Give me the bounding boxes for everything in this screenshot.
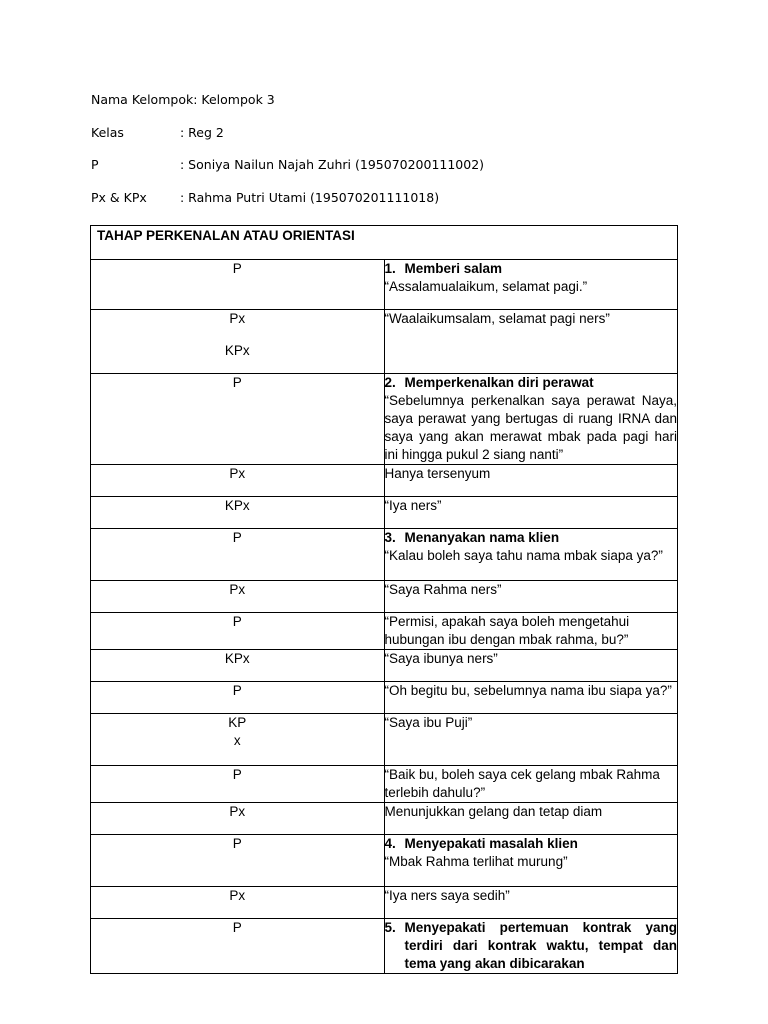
patient-label: Px & KPx: [91, 189, 147, 205]
step-title-text: Memberi salam: [404, 261, 503, 276]
table-row: [91, 465, 678, 497]
table-row: [91, 887, 678, 919]
step-number: 3.: [384, 530, 396, 545]
table-row: [91, 650, 678, 682]
speaker-cell: Px: [91, 887, 385, 919]
nurse-row: [91, 157, 484, 190]
step-title: [385, 835, 678, 853]
speaker-cell: KPx: [91, 650, 385, 682]
group-name-row: [91, 92, 484, 125]
step-title: [385, 529, 678, 547]
table-header-row: [91, 226, 678, 260]
class-label: Kelas: [91, 124, 124, 140]
dialogue-cell: [384, 374, 678, 465]
dialogue-cell: “Saya ibu Puji”: [384, 714, 678, 766]
speaker-label: KPx: [224, 343, 250, 358]
table-row: [91, 766, 678, 803]
patient-row: [91, 190, 484, 223]
dialogue-cell: “Waalaikumsalam, selamat pagi ners”: [384, 310, 678, 374]
table-row: [91, 803, 678, 835]
table-row: [91, 310, 678, 374]
speaker-cell: KPx: [91, 497, 385, 529]
table-row: [91, 835, 678, 887]
dialogue-cell: [384, 260, 678, 310]
step-title-text: Menyepakati pertemuan kontrak yang terdiri dari kontrak waktu, tempat dan tema yang akan dibicarakan: [404, 920, 677, 971]
table-row: [91, 529, 678, 581]
step-number: 4.: [384, 836, 396, 851]
class-value: : Reg 2: [180, 124, 224, 140]
speaker-cell: Px: [91, 803, 385, 835]
dialogue-cell: [384, 919, 678, 974]
group-name-label: Nama Kelompok:: [91, 92, 198, 107]
table-header: TAHAP PERKENALAN ATAU ORIENTASI: [91, 226, 678, 260]
speaker-cell: [91, 714, 385, 766]
dialogue-cell: [384, 529, 678, 581]
dialogue-cell: “Saya Rahma ners”: [384, 581, 678, 613]
group-info: [91, 92, 484, 222]
speaker-cell: [91, 310, 385, 374]
speaker-cell: P: [91, 529, 385, 581]
speaker-cell: Px: [91, 465, 385, 497]
speaker-cell: Px: [91, 581, 385, 613]
table-row: [91, 260, 678, 310]
step-title: [385, 374, 678, 392]
dialogue-cell: Menunjukkan gelang dan tetap diam: [384, 803, 678, 835]
table-row: [91, 714, 678, 766]
nurse-label: P: [91, 157, 99, 172]
dialogue-cell: Hanya tersenyum: [384, 465, 678, 497]
dialogue-cell: [384, 835, 678, 887]
speaker-label: Px: [229, 311, 246, 326]
step-title-text: Memperkenalkan diri perawat: [404, 375, 594, 390]
table-row: [91, 374, 678, 465]
table-row: [91, 682, 678, 714]
speaker-cell: P: [91, 613, 385, 650]
dialogue-cell: “Saya ibunya ners”: [384, 650, 678, 682]
dialogue-cell: “Oh begitu bu, sebelumnya nama ibu siapa ya?”: [384, 682, 678, 714]
dialogue-text: “Mbak Rahma terlihat murung”: [384, 854, 568, 869]
step-title-text: Menanyakan nama klien: [404, 530, 560, 545]
dialogue-text: “Kalau boleh saya tahu nama mbak siapa ya?”: [384, 548, 663, 563]
dialogue-cell: “Baik bu, boleh saya cek gelang mbak Rahma terlebih dahulu?”: [384, 766, 678, 803]
dialogue-cell: “Permisi, apakah saya boleh mengetahui hubungan ibu dengan mbak rahma, bu?”: [384, 613, 678, 650]
speaker-label: x: [233, 733, 241, 748]
group-name-value: Kelompok 3: [201, 92, 275, 107]
speaker-cell: P: [91, 835, 385, 887]
speaker-label: KP: [228, 715, 247, 730]
patient-value: : Rahma Putri Utami (195070201111018): [180, 189, 440, 205]
nurse-value: : Soniya Nailun Najah Zuhri (195070200111002): [180, 157, 485, 172]
speaker-cell: P: [91, 919, 385, 974]
dialogue-text: “Assalamualaikum, selamat pagi.”: [384, 279, 588, 294]
class-row: [91, 125, 484, 158]
dialogue-table: [90, 225, 678, 974]
step-title: [385, 260, 678, 278]
table-row: [91, 581, 678, 613]
dialogue-text: “Sebelumnya perkenalkan saya perawat Naya, saya perawat yang bertugas di ruang IRNA dan saya yang akan merawat mbak pada pagi hari ini hingga pukul 2 siang nanti”: [384, 393, 677, 462]
step-number: 1.: [384, 261, 396, 276]
dialogue-cell: “Iya ners saya sedih”: [384, 887, 678, 919]
step-title-text: Menyepakati masalah klien: [404, 836, 578, 851]
table-row: [91, 613, 678, 650]
table-row: [91, 919, 678, 974]
speaker-cell: P: [91, 766, 385, 803]
step-number: 2.: [384, 375, 396, 390]
table-row: [91, 497, 678, 529]
step-title: [385, 919, 678, 973]
dialogue-cell: “Iya ners”: [384, 497, 678, 529]
speaker-cell: P: [91, 374, 385, 465]
speaker-cell: P: [91, 682, 385, 714]
speaker-cell: P: [91, 260, 385, 310]
step-number: 5.: [384, 920, 396, 935]
